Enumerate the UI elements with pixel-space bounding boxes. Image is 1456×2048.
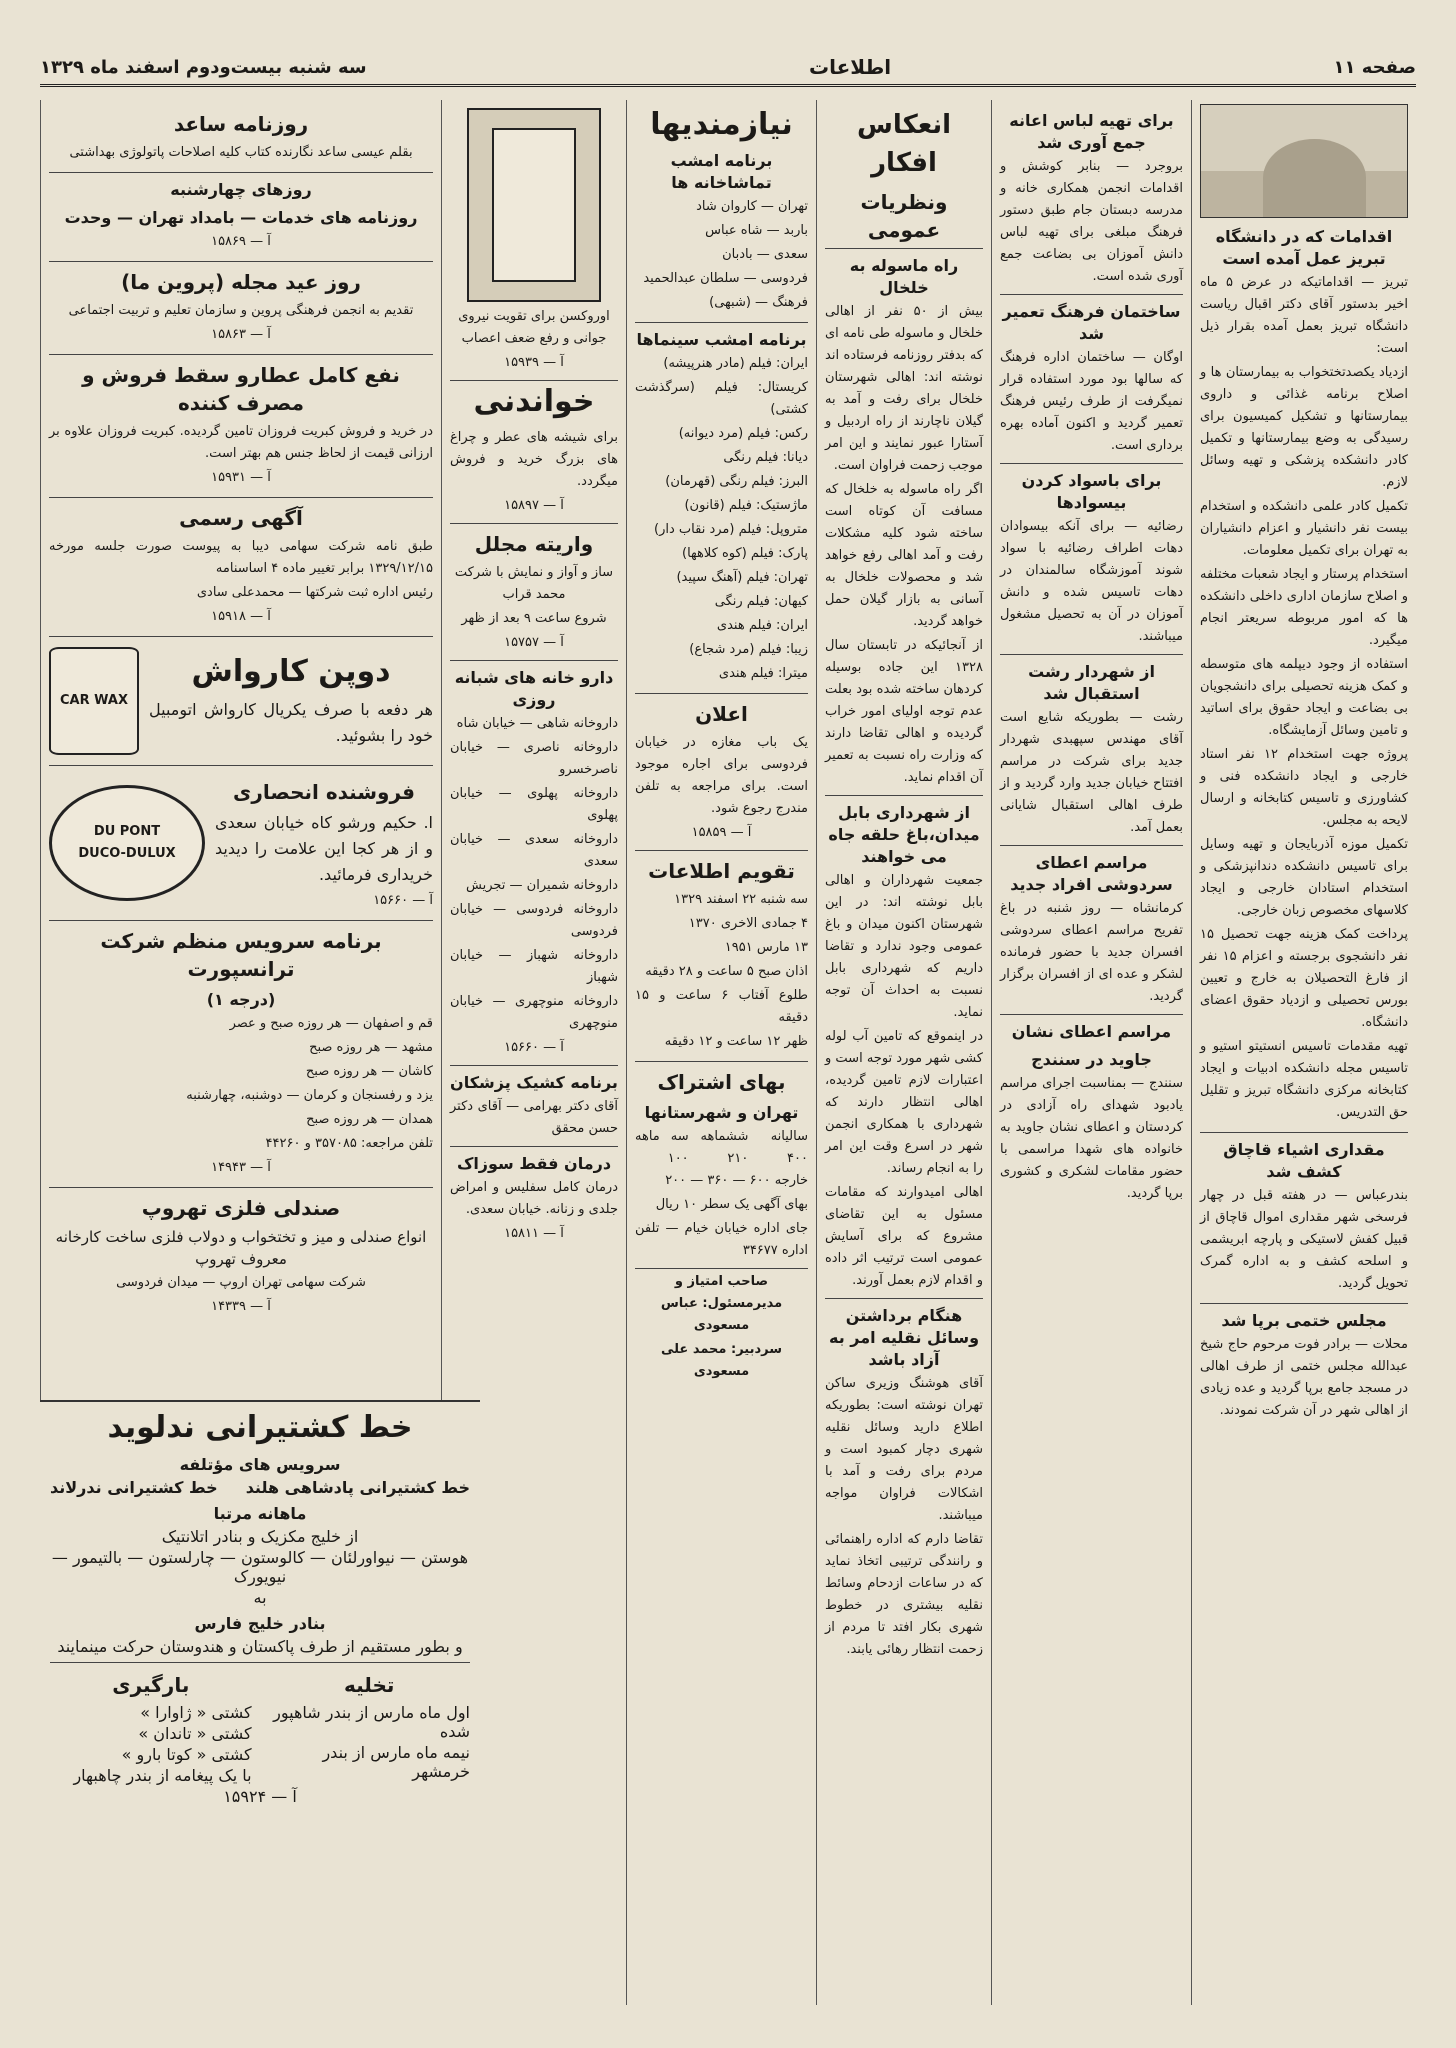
list-item: داروخانه ناصری — خیابان ناصرخسرو <box>450 740 618 777</box>
calendar-row: ۱۳ مارس ۱۹۵۱ <box>724 940 808 955</box>
load-title: بارگیری <box>112 1673 190 1697</box>
ad-text: برای شیشه های عطر و چراغ های بزرگ خرید و فروش میگردد. <box>450 430 618 489</box>
list-item: داروخانه شمیران — تجریش <box>466 878 618 893</box>
column-2 <box>991 100 1191 2005</box>
ad-text: رئیس اداره ثبت شرکتها — محمدعلی سادی <box>196 585 433 600</box>
ship-name: کشتی « کوتا بارو » <box>121 1745 252 1764</box>
article-text: سنندج — بمناسبت اجرای مراسم یادبود شهدای راه آزادی در کردستان و اعطای نشان جاوید به خانواده های شهدا مراسمی با حضور مقامات لشکری و کشوری برپا گردید. <box>1000 1076 1183 1201</box>
article-text: تکمیل موزه آذربایجان و تهیه وسایل برای تاسیس دانشکده دندانپزشکی و استخدام استادان خارجی و ایجاد کلاسهای مخصوص زبان خارجی. <box>1200 837 1408 918</box>
logo-text: DU PONT <box>93 824 161 839</box>
list-item: ایران: فیلم هندی <box>716 618 808 633</box>
list-item: کیهان: فیلم رنگی <box>714 594 808 609</box>
table-cell: سالیانه ۴۰۰ <box>770 1129 808 1166</box>
ad-text: بنادر خلیج فارس <box>194 1614 326 1633</box>
article-title: هنگام برداشتن وسائل نقلیه امر به آزاد باشد <box>828 1306 980 1369</box>
ad-title: درمان فقط سوزاک <box>456 1154 612 1173</box>
article-text: جمعیت شهرداران و اهالی بابل نوشته اند: در این شهرستان اکنون میدان و باغ عمومی وجود ندارد و تقاضا داریم که شهرداری بابل نسبت به احداث آن توجه نماید. <box>825 873 983 1020</box>
ports-list: هوستن — نیواورلئان — کالوستون — چارلستون — بالتیمور — نیویورک <box>51 1548 469 1586</box>
ad-text: ساز و آواز و نمایش با شرکت محمد قراب <box>454 565 614 602</box>
ad-text: در خرید و فروش کبریت فروزان تامین گردیده. کبریت فروزان علاوه بر ارزانی قیمت از لحاظ جنس هم بهتر است. <box>49 424 433 461</box>
article-title: مراسم اعطای سردوشی افراد جدید <box>1010 853 1173 894</box>
masthead: اطلاعات <box>808 55 892 79</box>
list-item: داروخانه شهباز — خیابان شهباز <box>450 948 618 985</box>
calendar-row: سه شنبه ۲۲ اسفند ۱۳۲۹ <box>674 892 808 907</box>
list-item: البرز: فیلم رنگی (قهرمان) <box>665 474 808 489</box>
ad-title: روز عید مجله (پروین ما) <box>121 270 361 294</box>
article-title: مراسم اعطای نشان <box>1011 1022 1172 1041</box>
route-row: کاشان — هر روزه صبح <box>305 1064 433 1079</box>
ad-text: هر دفعه با صرف یکریال کارواش اتومبیل خود را بشوئید. <box>149 700 433 745</box>
article-text: تبریز — اقداماتیکه در عرض ۵ ماه اخیر بدستور آقای دکتر اقبال ریاست دانشگاه تبریز بعمل آمده بقرار ذیل است: <box>1200 275 1408 356</box>
unload-title: تخلیه <box>344 1673 395 1697</box>
calendar-row: اذان صبح ۵ ساعت و ۲۸ دقیقه <box>645 964 808 979</box>
article-title: از شهردار رشت استقبال شد <box>1028 662 1155 703</box>
schedule-row: اول ماه مارس از بندر شاهپور شده <box>273 1703 470 1741</box>
ad-code: آ — ۱۵۸۶۹ <box>211 234 271 249</box>
route-row: قم و اصفهان — هر روزه صبح و عصر <box>229 1016 433 1031</box>
list-item: دیانا: فیلم رنگی <box>723 450 808 465</box>
subscription-subtitle: تهران و شهرستانها <box>644 1103 799 1122</box>
ad-title: خط کشتیرانی ندلوید <box>107 1410 413 1445</box>
article-text: ازدیاد یکصدتختخواب به بیمارستان ها و اصلاح برنامه غذائی و داروی بیمارستانها و تشکیل کمیسیون برای رسیدگی به وضع بیمارستانها و تکمیل کادر دانشکده پزشکی و تهیه وسائل لازم. <box>1200 365 1408 490</box>
ad-title: فروشنده انحصاری <box>233 780 415 804</box>
office-address: جای اداره خیابان خیام — تلفن اداره ۳۴۶۷۷ <box>635 1218 808 1269</box>
route-row: مشهد — هر روزه صبح <box>309 1040 433 1055</box>
list-item: تهران — کاروان شاد <box>696 199 808 214</box>
ad-title: روزنامه ساعد <box>173 112 309 136</box>
ad-title: واریته مجلل <box>474 532 594 556</box>
shipping-lines <box>50 1478 470 1497</box>
article-text: استخدام پرستار و ایجاد شعبات مختلفه و اصلاح سازمان اداری داخلی دانشکده ها که امور مربوطه سریعتر انجام میگیرد. <box>1200 567 1408 648</box>
table-cell: سه ماهه ۱۰۰ <box>635 1129 689 1166</box>
dupont-logo <box>49 785 205 901</box>
ad-text: شروع ساعت ۹ بعد از ظهر <box>461 611 607 626</box>
list-item: داروخانه پهلوی — خیابان پهلوی <box>450 786 618 823</box>
ad-text: طبق نامه شرکت سهامی دیبا به پیوست صورت جلسه مورخه ۱۳۲۹/۱۲/۱۵ برابر تغییر ماده ۴ اساسنامه <box>49 539 433 576</box>
article-text: پروژه جهت استخدام ۱۲ نفر استاد خارجی و ایجاد دانشکده فنی و کشاورزی و تاسیس کتابخانه و ارسال لایحه به مجلس. <box>1200 747 1409 828</box>
ad-title: خواندنی <box>473 384 595 419</box>
illustration <box>1200 104 1408 218</box>
list-item: فرهنگ — (شبهی) <box>709 295 808 310</box>
ad-title: اعلان <box>695 702 748 726</box>
list-title: برنامه کشیک پزشکان <box>450 1073 618 1092</box>
calendar-row: ۴ جمادی الاخری ۱۳۷۰ <box>688 916 808 931</box>
article-text: محلات — برادر فوت مرحوم حاج شیخ عبدالله مجلس ختمی از طرف اهالی در مسجد جامع برپا گردید و عده زیادی از اهالی شهر در آن شرکت نمودند. <box>1200 1337 1408 1418</box>
article-text: تهیه مقدمات تاسیس انستیتو استیو و تاسیس مجله دانشکده ادبیات و ایجاد کتابخانه مرکزی دانشگاه تبریز و تقلیل حق التدریس. <box>1200 1039 1408 1120</box>
ad-code: آ — ۱۵۶۶۰ <box>450 1037 618 1066</box>
list-item: سعدی — بادبان <box>722 247 808 262</box>
logo-text: DUCO-DULUX <box>78 846 176 861</box>
route-row: همدان — هر روزه صبح <box>306 1112 433 1127</box>
ad-title: روزنامه های خدمات — بامداد تهران — وحدت <box>64 208 418 227</box>
list-item: کریستال: فیلم (سرگذشت کشتی) <box>635 380 808 417</box>
ad-code: آ — ۱۵۸۹۷ <box>450 495 618 524</box>
ad-rate: بهای آگهی یک سطر ۱۰ ریال <box>655 1197 808 1212</box>
list-item: تهران: فیلم (آهنگ سپید) <box>676 570 808 585</box>
schedule-row: نیمه ماه مارس از بندر خرمشهر <box>322 1743 470 1781</box>
ad-code: آ — ۱۵۸۵۹ <box>635 822 808 851</box>
ad-code: آ — ۱۵۸۶۳ <box>211 327 271 342</box>
ad-text: بقلم عیسی ساعد نگارنده کتاب کلیه اصلاحات پاتولوژی بهداشتی <box>69 145 413 160</box>
ad-text: انواع صندلی و میز و تختخواب و دولاب فلزی ساخت کارخانه معروف تهروپ <box>55 1228 427 1268</box>
calendar <box>635 889 808 1062</box>
article-text: اهالی امیدوارند که مقامات مسئول به این تقاضای مشروع که برای آسایش عمومی است ترتیب اثر داده و اقدام لازم بعمل آورند. <box>825 1182 983 1299</box>
ad-text: از خلیج مکزیک و بنادر اتلانتیک <box>161 1527 359 1546</box>
list-item: پارک: فیلم (کوه کلاهها) <box>682 546 808 561</box>
publisher: صاحب امتیاز و مدیرمسئول: عباس مسعودی <box>660 1274 783 1333</box>
ad-code: آ — ۱۵۹۲۴ <box>223 1787 297 1806</box>
subscription-table <box>635 1126 808 1170</box>
route-row: یزد و رفسنجان و کرمان — دوشنبه، چهارشنبه <box>186 1088 433 1103</box>
ad-code: آ — ۱۵۶۶۰ <box>373 893 433 908</box>
ad-text: تقدیم به انجمن فرهنگی پروین و سازمان تعلیم و تربیت اجتماعی <box>68 303 414 318</box>
ad-subtitle: سرویس های مؤتلفه <box>179 1455 341 1474</box>
ad-title: صندلی فلزی تهروپ <box>141 1196 341 1220</box>
article-title: برای باسواد کردن بیسوادها <box>1021 471 1162 512</box>
schedule <box>50 1665 470 1787</box>
article-text: رضائیه — برای آنکه بیسوادان دهات اطراف رضائیه با سواد شوند آموزشگاه سالمندان در دهات تاسیس شده و دانش آموزان در آن به تحصیل مشغول میباشند. <box>1000 516 1183 655</box>
subscription-foreign: خارجه ۶۰۰ — ۳۶۰ — ۲۰۰ <box>665 1173 808 1188</box>
column-1 <box>1191 100 1416 2005</box>
page-number: صفحه ۱۱ <box>1333 56 1416 78</box>
ad-code: آ — ۱۵۹۳۱ <box>211 470 271 485</box>
article-text: اوگان — ساختمان اداره فرهنگ که سالها بود مورد استفاده قرار نمیگرفت از طرف رئیس فرهنگ تعمیر گردید و اکنون آماده بهره برداری است. <box>1000 347 1183 464</box>
article-title: ساختمان فرهنگ تعمیر شد <box>1002 302 1181 343</box>
subscription-title: بهای اشتراک <box>657 1070 786 1094</box>
list-item: ماژستیک: فیلم (قانون) <box>684 498 808 513</box>
ad-code: آ — ۱۴۳۳۹ <box>211 1299 271 1314</box>
section-title: نیازمندیها <box>650 107 793 142</box>
list-item: متروپل: فیلم (مرد نقاب دار) <box>654 522 808 537</box>
article-text: تقاضا دارم که اداره راهنمائی و رانندگی ترتیبی اتخاذ نماید که در ساعات ازدحام وسائط نقلیه بیشتری در خطوط شهری بکار افتد تا مردم از زحمت انتظار رهائی یابند. <box>825 1532 983 1657</box>
ad-text: اوروکسن برای تقویت نیروی جوانی و رفع ضعف اعصاب <box>458 309 610 346</box>
pharmacy-list <box>450 713 618 1035</box>
section-title: انعکاس افکار <box>856 110 952 178</box>
article-text: اگر راه ماسوله به خلخال که مسافت آن کوتاه است ساخته شود کلیه مشکلات رفت و آمد اهالی رفع خواهد شد و محصولات خلخال به آسانی به بازار گیلان حمل خواهد گردید. <box>825 482 983 629</box>
ship-name: کشتی « ژاوارا » <box>140 1703 252 1722</box>
ad-text: و بطور مستقیم از طرف پاکستان و هندوستان حرکت مینمایند <box>50 1637 470 1663</box>
column-6 <box>40 100 441 1400</box>
column-4 <box>626 100 816 2005</box>
article-text: بیش از ۵۰ نفر از اهالی خلخال و ماسوله طی نامه ای که بدفتر روزنامه فرستاده اند نوشته اند: اهالی شهرستان خلخال برای رفت و آمد به گیلان ناچارند از راه اردبیل و آستارا عبور نمایند و این امر موجب زحمت فراوان است. <box>825 304 983 473</box>
calendar-title: تقویم اطلاعات <box>648 859 795 883</box>
theater-list <box>635 196 808 323</box>
list-item: باربد — شاه عباس <box>705 223 808 238</box>
ad-title: برنامه سرویس منظم شرکت ترانسپورت <box>100 929 382 981</box>
calendar-row: ظهر ۱۲ ساعت و ۱۲ دقیقه <box>664 1034 808 1049</box>
article-text: کرمانشاه — روز شنبه در باغ تفریح مراسم اعطای سردوشی افسران جدید با حضور فرمانده لشکر و عده ای از افسران برگزار گردید. <box>1000 898 1183 1015</box>
article-text: از آنجائیکه در تابستان سال ۱۳۲۸ این جاده بوسیله کردهان ساخته شده بود بعلت عدم توجه اولیای امور خراب گردیده و اهالی تقاضا دارند که وزارت راه نسبت به تعمیر آن اقدام نماید. <box>825 635 983 796</box>
ad-text: به <box>253 1588 267 1607</box>
line-name: خط کشتیرانی ندرلاند <box>50 1478 218 1497</box>
cinema-list <box>635 353 808 694</box>
ad-text: یک باب مغازه در خیابان فردوسی برای اجاره موجود است. برای مراجعه به تلفن مندرج رجوع شود. <box>635 735 808 816</box>
list-title: برنامه امشب تماشاخانه ها <box>670 151 773 192</box>
list-item: ایران: فیلم (مادر هنرپیشه) <box>663 356 808 371</box>
article-title: اقدامات که در دانشگاه تبریز عمل آمده است <box>1215 227 1393 268</box>
ship-name: کشتی « تاندان » <box>138 1724 252 1743</box>
list-item: فردوسی — سلطان عبدالحمید <box>643 271 808 286</box>
article-text: بروجرد — بنابر کوشش و اقدامات انجمن همکاری خانه و مدرسه دبستان جام طبق دستور فرهنگ مبلغی برای تهیه لباس دانش آموزان بی بضاعت جمع آوری شده است. <box>1000 156 1183 295</box>
list-title: دارو خانه های شبانه روزی <box>454 668 614 709</box>
ad-code: آ — ۱۵۹۳۹ <box>450 352 618 381</box>
ad-text: تلفن مراجعه: ۳۵۷۰۸۵ و ۴۴۲۶۰ <box>265 1136 433 1151</box>
column-3 <box>816 100 991 2005</box>
page-header <box>40 50 1416 87</box>
wax-can-image <box>49 647 139 755</box>
ad-title: نفع کامل عطارو سقط فروش و مصرف کننده <box>82 363 400 415</box>
article-title: مقداری اشیاء قاچاق کشف شد <box>1223 1140 1385 1181</box>
article-title: برای تهیه لباس اعانه جمع آوری شد <box>1009 111 1174 152</box>
article-text: بندرعباس — در هفته قبل در چهار فرسخی شهر مقداری اموال قاچاق از قبیل کفش لاستیکی و پارچه ابریشمی و اسلحه کشف و به اداره گمرک تحویل گردید. <box>1200 1188 1408 1291</box>
list-item: میترا: فیلم هندی <box>718 666 808 681</box>
article-text: در اینموقع که تامین آب لوله کشی شهر مورد توجه است و اعتبارات لازم تامین گردیده، اهالی انتظار دارند که شهرداری با همکاری انجمن شهر در اسرع وقت این امر را به انجام رساند. <box>825 1029 983 1176</box>
ad-code: آ — ۱۵۹۱۸ <box>211 609 271 624</box>
list-item: داروخانه سعدی — خیابان سعدی <box>450 832 618 869</box>
article-title: راه ماسوله به خلخال <box>849 256 959 297</box>
ad-code: آ — ۱۵۸۱۱ <box>504 1226 564 1241</box>
list-item: داروخانه منوچهری — خیابان منوچهری <box>450 994 618 1031</box>
article-subtitle: جاوید در سنندج <box>1031 1050 1152 1069</box>
ad-text: ماهانه مرتبا <box>213 1504 307 1523</box>
table-cell: ششماهه ۲۱۰ <box>700 1129 749 1166</box>
ad-title: آگهی رسمی <box>179 506 303 530</box>
list-item: داروخانه فردوسی — خیابان فردوسی <box>450 902 618 939</box>
calendar-row: طلوع آفتاب ۶ ساعت و ۱۵ دقیقه <box>635 988 808 1025</box>
article-text: رشت — بطوریکه شایع است آقای مهندس سپهبدی شهردار جدید برای شرکت در مراسم افتتاح خیابان جدید وارد گردید و از طرف اهالی استقبال شایانی بعمل آمد. <box>1000 707 1183 846</box>
ad-text: آقای دکتر بهرامی — آقای دکتر حسن محقق <box>450 1096 618 1147</box>
editor: سردبیر: محمد علی مسعودی <box>660 1342 783 1379</box>
line-name: خط کشتیرانی پادشاهی هلند <box>245 1478 470 1497</box>
schedule-row: با یک پیغامه از بندر چاهبهار <box>73 1766 252 1785</box>
shipping-ad <box>40 1400 480 2005</box>
list-item: رکس: فیلم (مرد دیوانه) <box>678 426 808 441</box>
ad-code: آ — ۱۵۷۵۷ <box>450 632 618 661</box>
article-title: مجلس ختمی برپا شد <box>1221 1311 1387 1330</box>
ad-text: درمان کامل سفلیس و امراض جلدی و زنانه. خیابان سعدی. <box>450 1180 618 1217</box>
issue-date: سه شنبه بیست‌ودوم اسفند ماه ۱۳۲۹ <box>40 56 367 78</box>
ad-code: آ — ۱۴۹۴۳ <box>211 1160 271 1175</box>
ad-subtitle: (درجه ۱) <box>206 990 276 1009</box>
article-title: از شهرداری بابل میدان،باغ حلقه جاه می خواهند <box>828 803 980 866</box>
section-subtitle: ونظریات عمومی <box>860 190 948 242</box>
ad-title: دوپن کارواش <box>191 654 391 689</box>
ad-subtitle: روزهای چهارشنبه <box>170 180 312 199</box>
list-item: داروخانه شاهی — خیابان شاه <box>456 716 618 731</box>
article-text: پرداخت کمک هزینه جهت تحصیل ۱۵ نفر دانشجوی برجسته و اعزام ۱۵ نفر از فارغ التحصیلان به خارج و تعیین بورس تحصیلی و ازدیاد حقوق اعضای دانشگاه. <box>1200 927 1408 1030</box>
ad-text: ا. حکیم ورشو کاه خیابان سعدی و از هر کجا این علامت را دیدید خریداری فرمائید. <box>215 813 433 884</box>
list-item: زیبا: فیلم (مرد شجاع) <box>689 642 808 657</box>
medicine-bottle-image <box>467 108 601 302</box>
article-text: آقای هوشنگ وزیری ساکن تهران نوشته است: بطوریکه اطلاع دارید وسائل نقلیه شهری دچار کمبود است و مردم برای رفت و آمد با اشکالات فراوان مواجه میباشند. <box>825 1376 983 1523</box>
article-text: تکمیل کادر علمی دانشکده و استخدام بیست نفر دانشیار و اعزام دانشیاران به تهران برای تکمیل معلومات. <box>1200 499 1408 558</box>
ad-text: شرکت سهامی تهران اروپ — میدان فردوسی <box>116 1275 366 1290</box>
article-text: استفاده از وجود دیپلمه های متوسطه و کمک هزینه تحصیلی برای دانشجویان بی بضاعت و ایجاد حقوق برای اساتید و تامین وسائل آزمایشگاه. <box>1200 657 1408 738</box>
can-label: CAR WAX <box>60 693 128 708</box>
list-title: برنامه امشب سینماها <box>636 330 807 349</box>
